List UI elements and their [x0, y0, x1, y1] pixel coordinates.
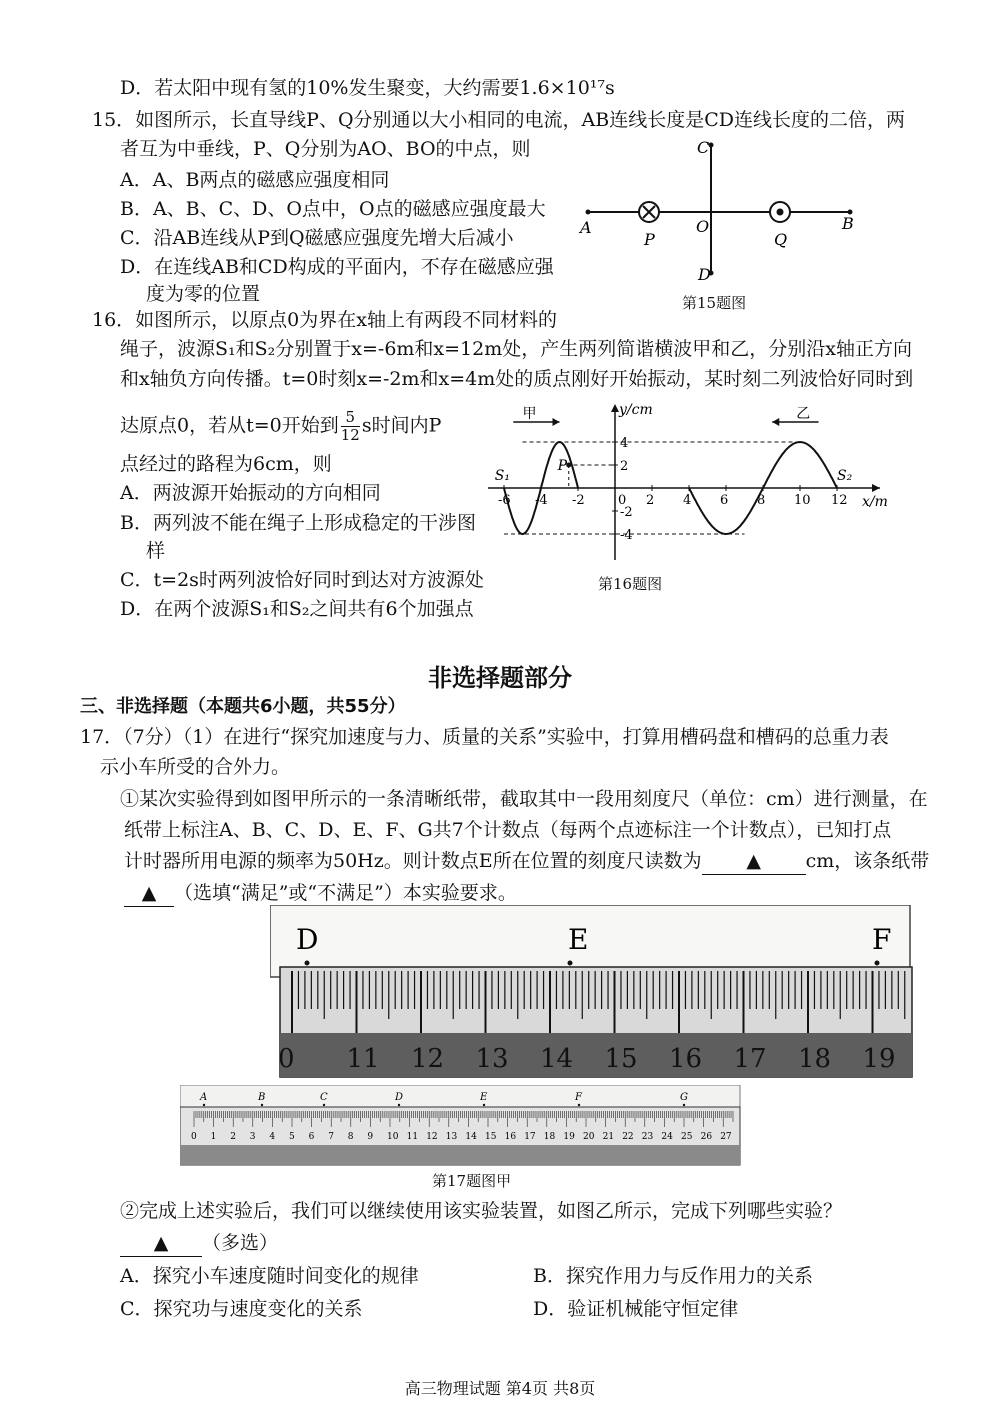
q15-stem-line1: 15．如图所示，长直导线P、Q分别通以大小相同的电流，AB连线长度是CD连线长度的二倍，两: [92, 109, 905, 131]
y-tick-label: -4: [620, 528, 633, 543]
small-ruler-label: 8: [347, 1132, 354, 1142]
small-tape-point: [683, 1104, 685, 1106]
x-tick-label: 12: [831, 493, 848, 508]
q17-part1-line3: [124, 848, 929, 875]
x-tick-label: -4: [535, 493, 548, 508]
page-footer: 高三物理试题 第4页 共8页: [404, 1379, 596, 1398]
small-ruler-label: 13: [445, 1132, 458, 1142]
q16-option-d: D．在两个波源S₁和S₂之间共有6个加强点: [120, 598, 474, 620]
small-ruler-label: 10: [387, 1132, 399, 1142]
q17-part1-line4-b: （选填“满足”或“不满足”）本实验要求。: [174, 882, 517, 904]
blank-triangle-icon: ▲: [746, 850, 761, 872]
ruler-label: 19: [862, 1044, 896, 1074]
q16-stem-line1: 16．如图所示，以原点0为界在x轴上有两段不同材料的: [92, 309, 557, 331]
small-ruler-label: 21: [602, 1132, 615, 1142]
small-ruler-label: 5: [289, 1132, 295, 1142]
q16-option-b-line1: B．两列波不能在绳子上形成稳定的干涉图: [120, 512, 476, 534]
label-a: A: [580, 218, 592, 237]
x-tick-label: 4: [683, 493, 692, 508]
y-tick-label: 2: [620, 459, 629, 474]
answer-blank-satisfy[interactable]: [124, 880, 174, 907]
origin-label: 0: [618, 493, 627, 508]
q16-stem-line5: 点经过的路程为6cm，则: [120, 453, 332, 475]
y-tick-label: 4: [620, 436, 629, 451]
label-d: D: [698, 265, 711, 284]
x-axis-label: x/m: [862, 494, 888, 510]
blank-triangle-icon: ▲: [153, 1232, 169, 1254]
answer-blank-multi[interactable]: [120, 1230, 202, 1257]
q16-caption: 第16题图: [598, 575, 663, 593]
small-ruler-label: 3: [249, 1132, 256, 1142]
small-ruler-label: 25: [681, 1132, 693, 1142]
small-ruler-label: 7: [328, 1132, 334, 1142]
answer-blank-e-reading[interactable]: [702, 848, 806, 875]
small-tape-point: [483, 1104, 485, 1106]
q17-ruler-full: [180, 1085, 742, 1167]
ruler-label: 12: [411, 1044, 445, 1074]
q17-part1-line3-a: 计时器所用电源的频率为50Hz。则计数点E所在位置的刻度尺读数为: [124, 850, 702, 872]
wave-yi-label: 乙: [796, 406, 811, 422]
small-tape-label: F: [575, 1092, 582, 1103]
small-ruler-label: 24: [661, 1132, 673, 1142]
prev-option-d: D．若太阳中现有氢的10%发生聚变，大约需要1.6×10¹⁷s: [120, 77, 615, 99]
wire-p-into-page-icon: [639, 202, 659, 222]
tape-point: [568, 961, 573, 966]
small-tape-label: C: [320, 1092, 328, 1103]
small-tape-point: [578, 1104, 580, 1106]
q16-stem-line4-b: s时间内P: [361, 414, 442, 437]
paper-tape: [270, 905, 910, 977]
q15-option-b: B．A、B、C、D、O点中，O点的磁感应强度最大: [120, 198, 546, 220]
label-o: O: [696, 217, 710, 236]
q17-part2-line2: [120, 1230, 278, 1257]
small-tape-point: [261, 1104, 263, 1106]
blank-triangle-icon: ▲: [141, 882, 157, 904]
ruler-label: 13: [475, 1044, 509, 1074]
q15-figure: [570, 135, 870, 285]
p-label: P: [557, 458, 568, 474]
x-tick-label: -2: [572, 493, 585, 508]
small-ruler-label: 0: [191, 1132, 197, 1142]
q16-option-a: A．两波源开始振动的方向相同: [120, 482, 381, 504]
q15-option-c: C．沿AB连线从P到Q磁感应强度先增大后减小: [120, 227, 514, 249]
q16-stem-line2: 绳子，波源S₁和S₂分别置于x=-6m和x=12m处，产生两列简谐横波甲和乙，分别沿x轴正方向: [120, 338, 912, 360]
q17-stem-line2: 示小车所受的合外力。: [100, 756, 291, 778]
label-b: B: [842, 214, 854, 233]
small-ruler-label: 16: [504, 1132, 517, 1142]
ruler-label: 18: [798, 1044, 832, 1074]
small-ruler-label: 20: [583, 1132, 595, 1142]
q17-option-c: C．探究功与速度变化的关系: [120, 1298, 363, 1320]
x-tick-label: 2: [646, 493, 655, 508]
tape-point-label: F: [872, 923, 892, 956]
y-axis-arrow-icon: [611, 404, 619, 412]
q17-part1-line3-b: cm，该条纸带: [805, 850, 930, 872]
tape-point-label: D: [296, 923, 319, 956]
x-tick-label: 8: [757, 493, 766, 508]
tape-point-label: E: [568, 923, 589, 956]
small-ruler-label: 15: [485, 1132, 497, 1142]
small-ruler-label: 12: [426, 1132, 438, 1142]
arrow-jia-head-icon: [553, 418, 560, 426]
q16-stem-line4: [120, 409, 441, 444]
small-tape-label: G: [680, 1092, 688, 1103]
q17-part1-line1: ①某次实验得到如图甲所示的一条清晰纸带，截取其中一段用刻度尺（单位：cm）进行测量，在: [120, 788, 928, 810]
small-ruler-label: 11: [406, 1132, 419, 1142]
ruler-label: 16: [669, 1044, 703, 1074]
q17-stem-line1: 17．（7分）（1）在进行“探究加速度与力、质量的关系”实验中，打算用槽码盘和槽码的总重力表: [80, 726, 889, 748]
small-tape-point: [203, 1104, 205, 1106]
q16-stem-line4-a: 达原点0，若从t=0开始到: [120, 414, 339, 437]
q17-part2-line1: ②完成上述实验后，我们可以继续使用该实验装置，如图乙所示，完成下列哪些实验？: [120, 1200, 843, 1222]
q15-option-d-line2: 度为零的位置: [146, 283, 261, 305]
small-ruler-label: 27: [720, 1132, 732, 1142]
small-ruler-label: 6: [308, 1132, 315, 1142]
small-ruler-label: 19: [563, 1132, 575, 1142]
arrow-yi-head-icon: [772, 418, 779, 426]
q16-stem-line3: 和x轴负方向传播。t=0时刻x=-2m和x=4m处的质点刚好开始振动，某时刻二列波恰好同时到: [120, 368, 914, 390]
wire-q-out-of-page-icon: [770, 202, 790, 222]
small-tape-label: E: [480, 1092, 488, 1103]
small-tape-label: D: [395, 1092, 404, 1103]
small-ruler-label: 4: [269, 1132, 276, 1142]
q17-part1-line4: [124, 880, 517, 907]
q16-option-b-line2: 样: [146, 540, 166, 562]
label-p: P: [644, 230, 655, 249]
small-tape-point: [323, 1104, 325, 1106]
small-ruler-label: 14: [465, 1132, 477, 1142]
q17-option-a: A．探究小车速度随时间变化的规律: [120, 1265, 419, 1287]
q17-option-b: B．探究作用力与反作用力的关系: [533, 1265, 813, 1287]
x-tick-label: -6: [498, 493, 511, 508]
q16-option-c: C．t=2s时两列波恰好同时到达对方波源处: [120, 569, 484, 591]
small-ruler-band: [180, 1145, 740, 1165]
x-tick-label: 10: [794, 493, 811, 508]
small-tape-label: B: [258, 1092, 266, 1103]
section-heading: 三、非选择题（本题共6小题，共55分）: [80, 696, 406, 717]
small-ruler-label: 9: [367, 1132, 374, 1142]
small-ruler-label: 2: [230, 1132, 236, 1142]
q15-caption: 第15题图: [682, 294, 747, 312]
s1-label: S₁: [494, 468, 510, 484]
small-ruler-label: 1: [210, 1132, 217, 1142]
wave-jia-label: 甲: [522, 406, 537, 422]
ruler-label: 0: [278, 1044, 295, 1074]
q17-option-d: D．验证机械能守恒定律: [533, 1298, 739, 1320]
ruler-label: 15: [604, 1044, 638, 1074]
q15-stem-line2: 者互为中垂线，P、Q分别为AO、BO的中点，则: [120, 138, 531, 160]
q15-option-a: A．A、B两点的磁感应强度相同: [120, 169, 390, 191]
section-title: 非选择题部分: [428, 664, 572, 692]
q17-caption: 第17题图甲: [432, 1172, 512, 1190]
time-fraction: [341, 409, 360, 444]
small-tape-label: A: [200, 1092, 208, 1103]
q15-option-d-line1: D．在连线AB和CD构成的平面内，不存在磁感应强: [120, 256, 554, 278]
q16-wave-graph: [480, 400, 900, 570]
label-q: Q: [774, 230, 788, 249]
s2-label: S₂: [837, 468, 853, 484]
ruler-label: 14: [540, 1044, 574, 1074]
small-tape-point: [398, 1104, 400, 1106]
label-c: C: [697, 138, 710, 157]
tape-point: [875, 961, 880, 966]
small-ruler-label: 22: [622, 1132, 634, 1142]
small-ruler-label: 17: [524, 1132, 536, 1142]
small-ruler-label: 18: [543, 1132, 556, 1142]
x-tick-label: 6: [720, 493, 729, 508]
x-axis-arrow-icon: [872, 484, 880, 492]
tape-point: [305, 961, 310, 966]
small-ruler-label: 26: [700, 1132, 713, 1142]
q17-ruler-zoomed: [270, 905, 920, 1095]
y-tick-label: -2: [620, 505, 633, 520]
fraction-numerator: 5: [341, 409, 360, 427]
fraction-denominator: 12: [340, 426, 360, 444]
q17-part2-line2-b: （多选）: [202, 1232, 279, 1254]
ruler-label: 17: [733, 1044, 767, 1074]
small-ruler-label: 23: [641, 1132, 654, 1142]
q17-part1-line2: 纸带上标注A、B、C、D、E、F、G共7个计数点（每两个点迹标注一个计数点），已知打点: [124, 819, 892, 841]
ruler-label: 11: [346, 1044, 380, 1074]
y-axis-label: y/cm: [619, 402, 653, 418]
